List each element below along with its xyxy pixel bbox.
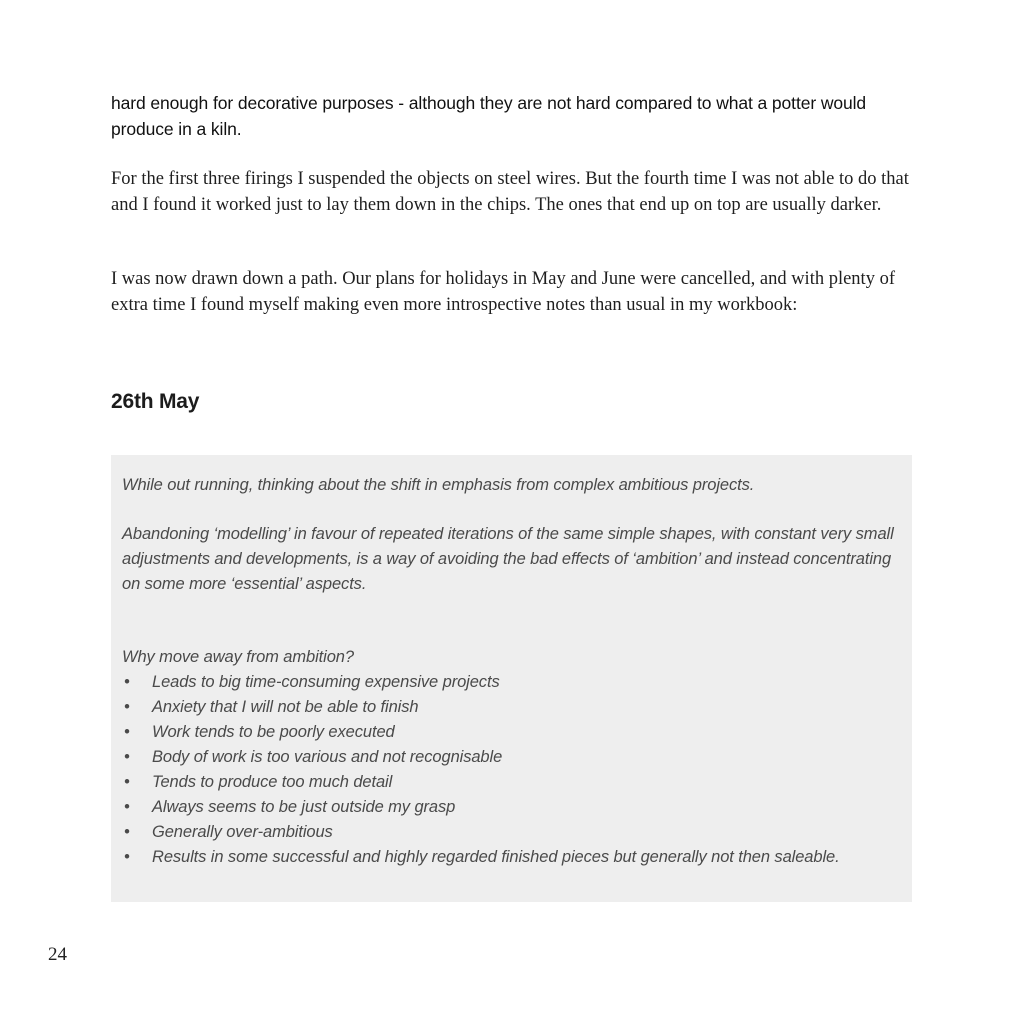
list-item bbox=[122, 845, 902, 870]
bullet-icon: • bbox=[124, 748, 130, 766]
bullet-icon: • bbox=[124, 773, 130, 791]
page-number: 24 bbox=[48, 944, 67, 965]
list-item-text: Anxiety that I will not be able to finish bbox=[152, 698, 419, 716]
list-item-text: Always seems to be just outside my grasp bbox=[152, 798, 456, 816]
bullet-icon: • bbox=[124, 673, 130, 691]
bullet-icon: • bbox=[124, 798, 130, 816]
list-item-text: Generally over-ambitious bbox=[152, 823, 333, 841]
note-question: Why move away from ambition? bbox=[122, 648, 354, 666]
bullet-icon: • bbox=[124, 823, 130, 841]
section-heading-date: 26th May bbox=[111, 390, 200, 413]
workbook-note-box bbox=[111, 455, 912, 902]
body-paragraph-path: I was now drawn down a path. Our plans for holidays in May and June were cancelled, and with plenty of extra time I found myself making even more introspective notes than usual in my workbook: bbox=[111, 269, 895, 315]
list-item bbox=[122, 695, 902, 720]
list-item bbox=[122, 770, 902, 795]
note-paragraph-abandoning: Abandoning ‘modelling’ in favour of repeated iterations of the same simple shapes, with constant very small adjustments and developments, is a way of avoiding the bad effects of ‘ambition’ and instead concentrating on some more ‘essential’ aspects. bbox=[122, 525, 894, 593]
list-item-text: Body of work is too various and not recognisable bbox=[152, 748, 503, 766]
continued-intro-paragraph: hard enough for decorative purposes - although they are not hard compared to what a potter would produce in a kiln. bbox=[111, 93, 867, 139]
ambition-bullet-list bbox=[122, 670, 902, 870]
list-item-text: Work tends to be poorly executed bbox=[152, 723, 395, 741]
list-item bbox=[122, 745, 902, 770]
list-item bbox=[122, 820, 902, 845]
list-item-text: Results in some successful and highly regarded finished pieces but generally not then saleable. bbox=[152, 848, 840, 866]
list-item-text: Tends to produce too much detail bbox=[152, 773, 393, 791]
list-item bbox=[122, 795, 902, 820]
list-item-text: Leads to big time-consuming expensive projects bbox=[152, 673, 500, 691]
bullet-icon: • bbox=[124, 723, 130, 741]
bullet-icon: • bbox=[124, 848, 130, 866]
body-paragraph-firings: For the first three firings I suspended the objects on steel wires. But the fourth time I was not able to do that and I found it worked just to lay them down in the chips. The ones that end up on top are usually darker. bbox=[111, 169, 909, 215]
list-item bbox=[122, 670, 902, 695]
note-paragraph-running: While out running, thinking about the shift in emphasis from complex ambitious projects. bbox=[122, 476, 755, 494]
bullet-icon: • bbox=[124, 698, 130, 716]
list-item bbox=[122, 720, 902, 745]
